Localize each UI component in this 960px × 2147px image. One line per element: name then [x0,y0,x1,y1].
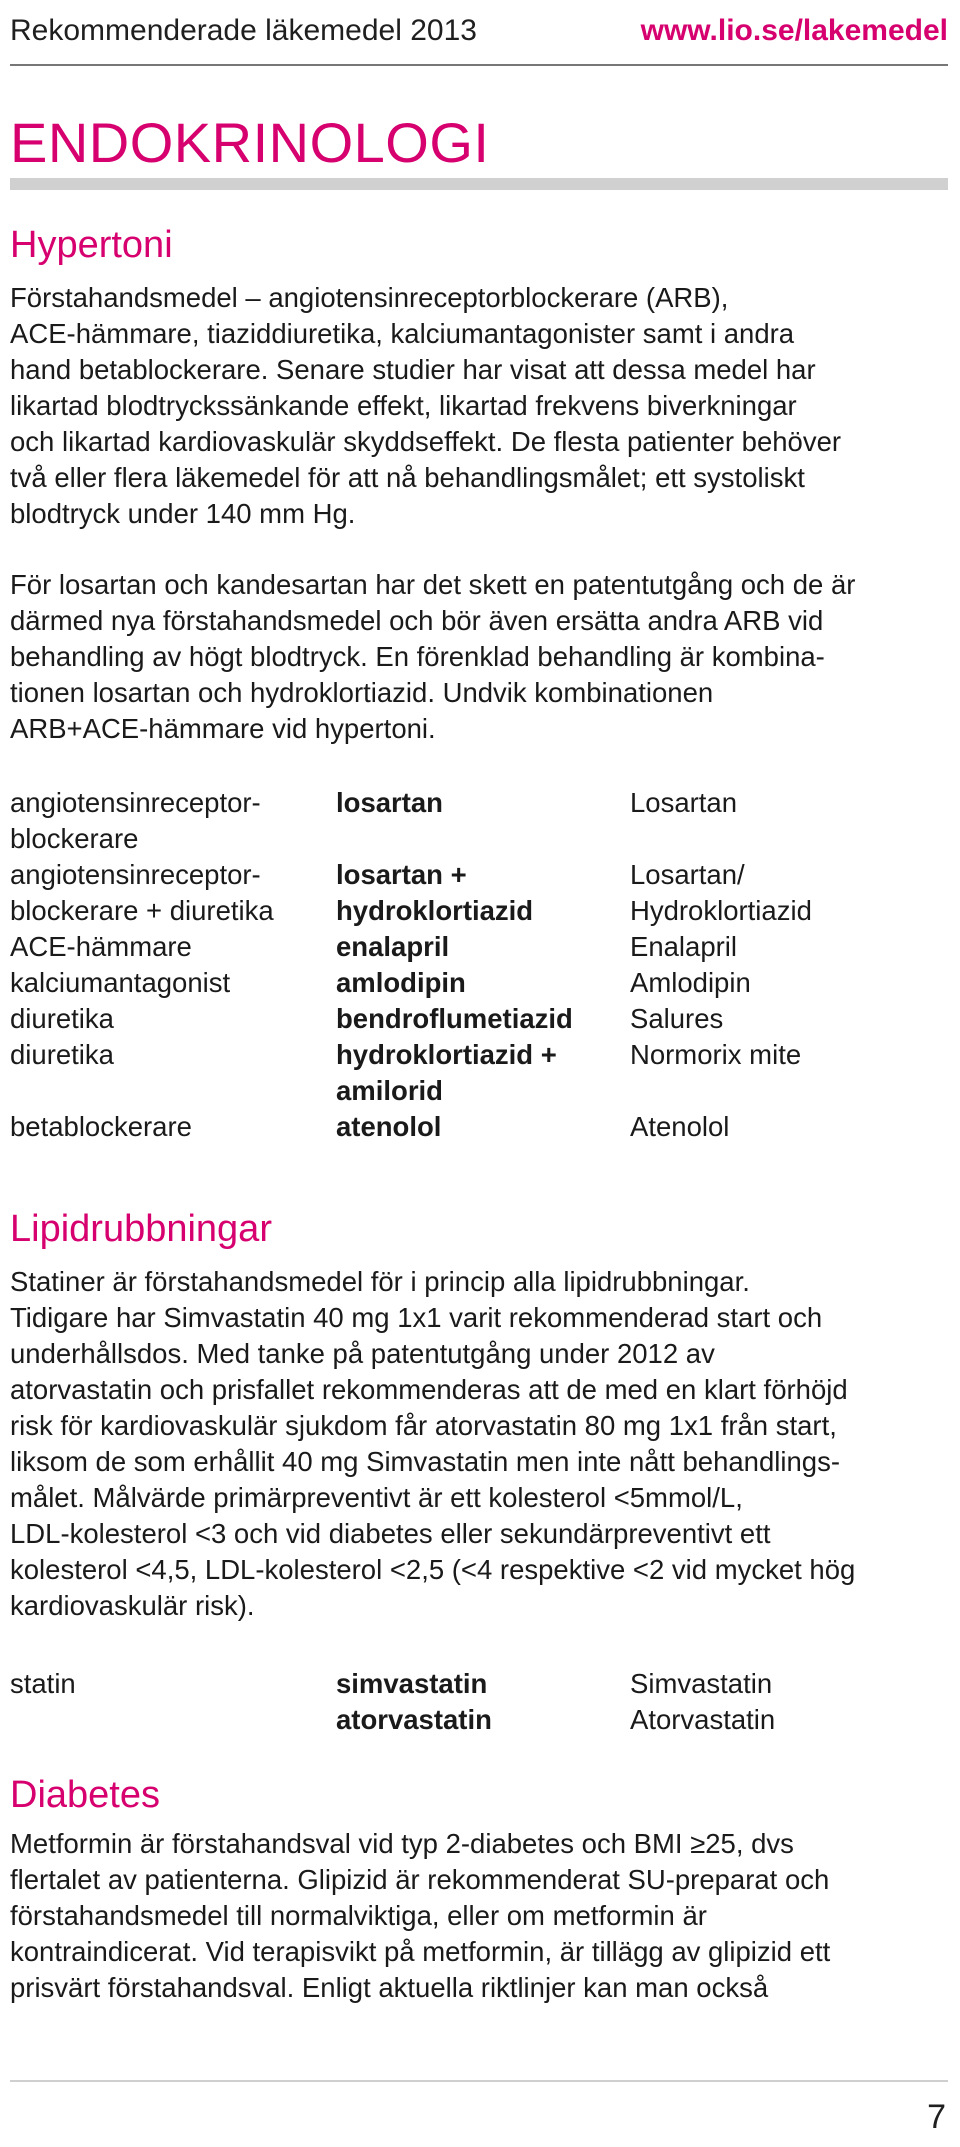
text-line: prisvärt förstahandsval. Enligt aktuella riktlinjer kan man också [10,1972,769,2003]
title-divider [10,178,948,190]
drug-substance: atenolol [336,1111,442,1142]
page-title: ENDOKRINOLOGI [10,111,490,174]
drug-substance: bendroflumetiazid [336,1003,573,1034]
hypertoni-drug-table [10,785,950,1145]
drug-substance: hydroklortiazid + amilorid [336,1039,557,1106]
text-line: Metformin är förstahandsval vid typ 2-diabetes och BMI ≥25, dvs [10,1828,794,1859]
drug-substance: amlodipin [336,967,466,998]
drug-product: Salures [630,1003,724,1034]
drug-substance: losartan + hydroklortiazid [336,859,534,926]
text-line: För losartan och kandesartan har det skett en patentutgång och de är [10,569,856,600]
section-heading-lipidrubbningar: Lipidrubbningar [10,1208,272,1250]
text-line: underhållsdos. Med tanke på patentutgång under 2012 av [10,1338,715,1369]
text-line: kontraindicerat. Vid terapisvikt på metformin, är tillägg av glipizid ett [10,1936,831,1967]
drug-product: Normorix mite [630,1039,802,1070]
text-line: hand betablockerare. Senare studier har visat att dessa medel har [10,354,816,385]
drug-substance: losartan [336,787,443,818]
drug-product: Simvastatin Atorvastatin [630,1668,776,1735]
drug-row [10,785,950,857]
text-line: liksom de som erhållit 40 mg Simvastatin men inte nått behandlings- [10,1446,840,1477]
text-line: atorvastatin och prisfallet rekommenderas att de med en klart förhöjd [10,1374,848,1405]
section-heading-hypertoni: Hypertoni [10,224,173,266]
drug-substance: simvastatin atorvastatin [336,1668,492,1735]
drug-row [10,929,950,965]
text-line: likartad blodtryckssänkande effekt, likartad frekvens biverkningar [10,390,797,421]
drug-row [10,1001,950,1037]
text-line: Tidigare har Simvastatin 40 mg 1x1 varit rekommenderad start och [10,1302,823,1333]
lipid-paragraph [10,1264,950,1624]
hypertoni-paragraph-1 [10,280,950,532]
text-line: ARB+ACE-hämmare vid hypertoni. [10,713,436,744]
drug-group: diuretika [10,1039,114,1070]
drug-product: Atenolol [630,1111,730,1142]
text-line: förstahandsmedel till normalviktiga, eller om metformin är [10,1900,707,1931]
footer-divider [10,2080,948,2082]
text-line: tionen losartan och hydroklortiazid. Undvik kombinationen [10,677,714,708]
drug-group: angiotensinreceptor- blockerare + diuretika [10,859,274,926]
text-line: två eller flera läkemedel för att nå behandlingsmålet; ett systoliskt [10,462,805,493]
hypertoni-paragraph-2 [10,567,950,747]
section-heading-diabetes: Diabetes [10,1774,160,1816]
text-line: risk för kardiovaskulär sjukdom får atorvastatin 80 mg 1x1 från start, [10,1410,837,1441]
drug-row [10,857,950,929]
text-line: därmed nya förstahandsmedel och bör även ersätta andra ARB vid [10,605,824,636]
text-line: målet. Målvärde primärpreventivt är ett kolesterol <5mmol/L, [10,1482,743,1513]
page-header [10,6,948,60]
drug-group: statin [10,1668,76,1699]
text-line: kolesterol <4,5, LDL-kolesterol <2,5 (<4 respektive <2 vid mycket hög [10,1554,856,1585]
drug-group: kalciumantagonist [10,967,231,998]
drug-group: ACE-hämmare [10,931,192,962]
drug-product: Losartan/ Hydroklortiazid [630,859,812,926]
drug-row [10,1037,950,1109]
header-title: Rekommenderade läkemedel 2013 [10,14,477,47]
drug-product: Amlodipin [630,967,751,998]
header-url-link[interactable]: www.lio.se/lakemedel [640,14,948,47]
lipid-drug-table [10,1666,950,1738]
text-line: behandling av högt blodtryck. En förenklad behandling är kombina- [10,641,825,672]
diabetes-paragraph [10,1826,950,2006]
drug-row [10,965,950,1001]
drug-group: angiotensinreceptor- blockerare [10,787,261,854]
drug-product: Losartan [630,787,738,818]
drug-group: betablockerare [10,1111,192,1142]
text-line: Förstahandsmedel – angiotensinreceptorblockerare (ARB), [10,282,729,313]
text-line: kardiovaskulär risk). [10,1590,255,1621]
text-line: Statiner är förstahandsmedel för i princip alla lipidrubbningar. [10,1266,750,1297]
drug-row [10,1666,950,1738]
text-line: flertalet av patienterna. Glipizid är rekommenderat SU-preparat och [10,1864,830,1895]
drug-substance: enalapril [336,931,450,962]
text-line: och likartad kardiovaskulär skyddseffekt. De flesta patienter behöver [10,426,842,457]
drug-row [10,1109,950,1145]
text-line: blodtryck under 140 mm Hg. [10,498,356,529]
drug-group: diuretika [10,1003,114,1034]
page-number: 7 [927,2098,946,2136]
header-divider [10,64,948,66]
drug-product: Enalapril [630,931,738,962]
text-line: LDL-kolesterol <3 och vid diabetes eller sekundärpreventivt ett [10,1518,771,1549]
text-line: ACE-hämmare, tiaziddiuretika, kalciumantagonister samt i andra [10,318,795,349]
